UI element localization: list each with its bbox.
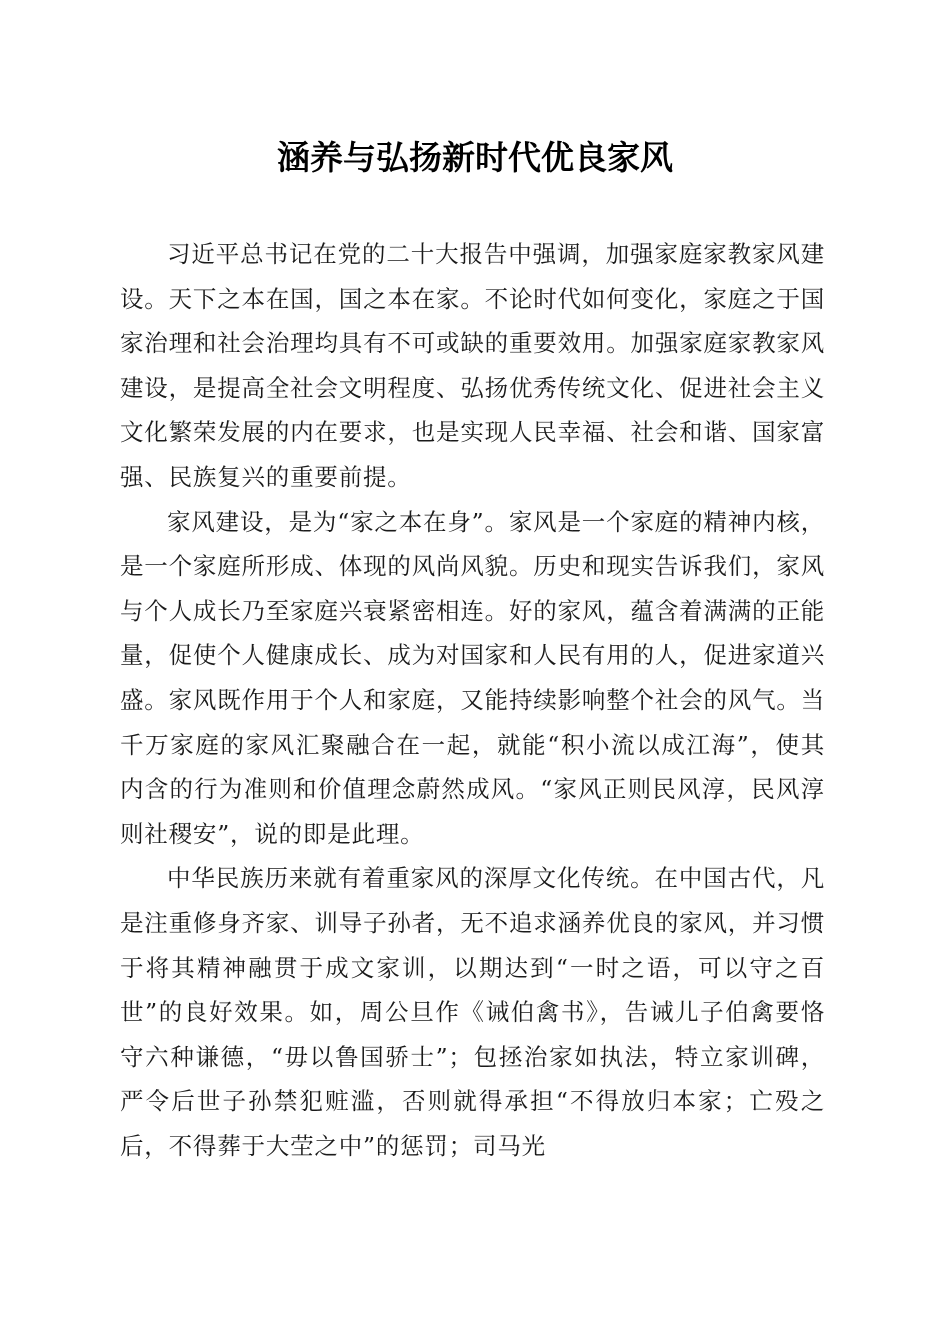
paragraph-3: 中华民族历来就有着重家风的深厚文化传统。在中国古代，凡是注重修身齐家、训导子孙者，无不追求涵养优良的家风，并习惯于将其精神融贯于成文家训，以期达到“一时之语，可以守之百世”的良好效果。如，周公旦作《诫伯禽书》，告诫儿子伯禽要恪守六种谦德，“毋以鲁国骄士”；包拯治家如执法，特立家训碑，严令后世子孙禁犯赃滥，否则就得承担“不得放归本家；亡殁之后，不得葬于大茔之中”的惩罚；司马光 — [120, 864, 825, 1160]
document-title: 涵养与弘扬新时代优良家风 — [277, 138, 673, 177]
document-body — [120, 232, 825, 1168]
paragraph-2: 家风建设，是为“家之本在身”。家风是一个家庭的精神内核，是一个家庭所形成、体现的风尚风貌。历史和现实告诉我们，家风与个人成长乃至家庭兴衰紧密相连。好的家风，蕴含着满满的正能量，促使个人健康成长、成为对国家和人民有用的人，促进家道兴盛。家风既作用于个人和家庭，又能持续影响整个社会的风气。当千万家庭的家风汇聚融合在一起，就能“积小流以成江海”，使其内含的行为准则和价值理念蔚然成风。“家风正则民风淳，民风淳则社稷安”，说的即是此理。 — [120, 507, 825, 848]
paragraph-1: 习近平总书记在党的二十大报告中强调，加强家庭家教家风建设。天下之本在国，国之本在家。不论时代如何变化，家庭之于国家治理和社会治理均具有不可或缺的重要效用。加强家庭家教家风建设，是提高全社会文明程度、弘扬优秀传统文化、促进社会主义文化繁荣发展的内在要求，也是实现人民幸福、社会和谐、国家富强、民族复兴的重要前提。 — [120, 240, 825, 491]
